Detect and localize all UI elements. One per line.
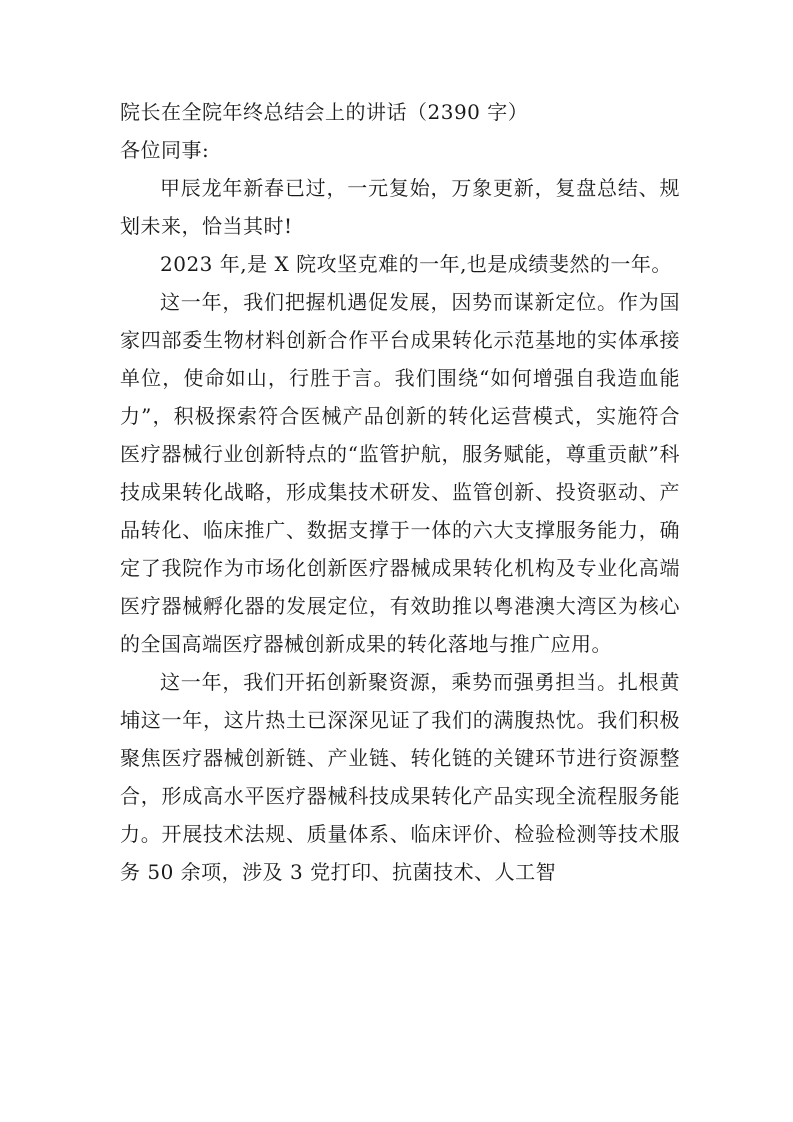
paragraph-opening: 甲辰龙年新春已过，一元复始，万象更新，复盘总结、规划未来，恰当其时!: [120, 176, 680, 238]
paragraph-positioning: 这一年，我们把握机遇促发展，因势而谋新定位。作为国家四部委生物材料创新合作平台成果转化示范基地的实体承接单位，使命如山，行胜于言。我们围绕“如何增强自我造血能力”，积极探索符合医械产品创新的转化运营模式，实施符合医疗器械行业创新特点的“监管护航，服务赋能，尊重贡献”科技成果转化战略，形成集技术研发、监管创新、投资驱动、产品转化、临床推广、数据支撑于一体的六大支撑服务能力，确定了我院作为市场化创新医疗器械成果转化机构及专业化高端医疗器械孵化器的发展定位，有效助推以粤港澳大湾区为核心的全国高端医疗器械创新成果的转化落地与推广应用。: [120, 290, 680, 656]
paragraph-resources: 这一年，我们开拓创新聚资源，乘势而强勇担当。扎根黄埔这一年，这片热土已深深见证了我们的满腹热忱。我们积极聚焦医疗器械创新链、产业链、转化链的关键环节进行资源整合，形成高水平医疗器械科技成果转化产品实现全流程服务能力。开展技术法规、质量体系、临床评价、检验检测等技术服务 50 余项，涉及 3 党打印、抗菌技术、人工智: [120, 670, 680, 884]
document-body: [120, 93, 680, 891]
salutation: 各位同事:: [120, 138, 210, 162]
document-title: 院长在全院年终总结会上的讲话（2390 字）: [120, 100, 529, 124]
paragraph-year-summary: 2023 年,是 X 院攻坚克难的一年,也是成绩斐然的一年。: [160, 252, 672, 276]
